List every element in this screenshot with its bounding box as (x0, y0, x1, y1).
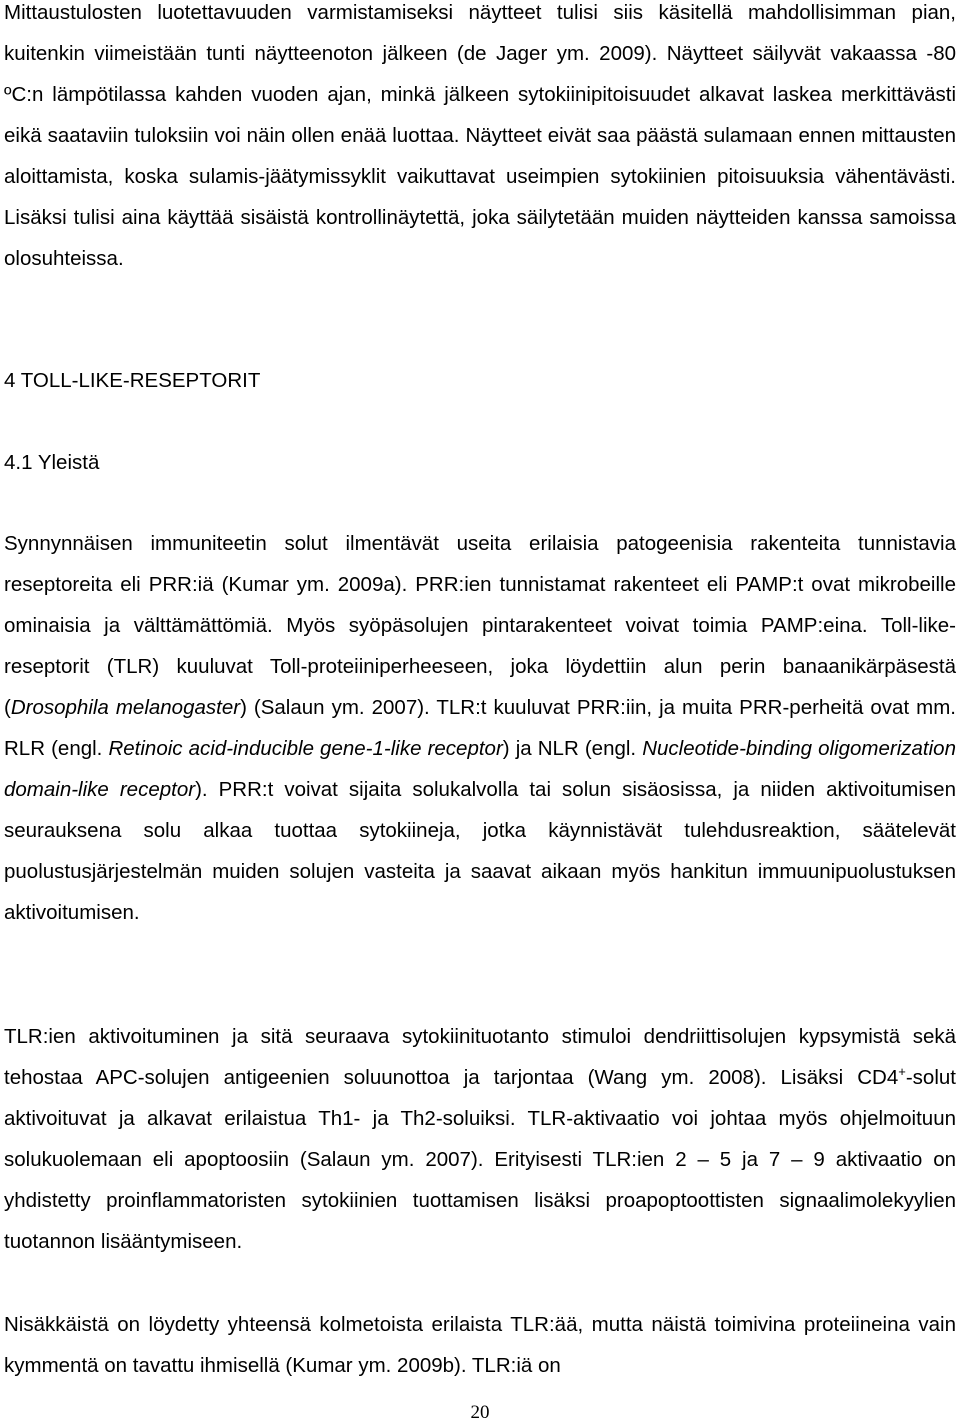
text-run: -solut aktivoituvat ja alkavat erilaistua Th1- ja Th2-soluiksi. TLR-aktivaatio voi johtaa myös ohjelmoituun solukuolemaan eli apoptoosiin (Salaun ym. 2007). Erityisesti TLR:ien 2 – 5 ja 7 – 9 aktivaatio on yhdistetty proinflammatoristen sytokiinien tuottamisen lisäksi proapoptoottisten signaalimolekyylien tuotannon lisääntymiseen. (4, 1066, 956, 1253)
text-run: ) (Salaun ym. 2007). TLR:t kuuluvat PRR:iin, ja muita PRR-perheitä ovat mm. RLR (engl. (4, 696, 957, 760)
superscript-plus: + (898, 1064, 906, 1080)
italic-term-nlr: Nucleotide-binding oligomerization domain-like receptor (4, 737, 956, 801)
paragraph-sample-handling: Mittaustulosten luotettavuuden varmistamiseksi näytteet tulisi siis käsitellä mahdollisimman pian, kuitenkin viimeistään tunti näytteenoton jälkeen (de Jager ym. 2009). Näytteet säilyvät vakaassa -80 ºC:n lämpötilassa kahden vuoden ajan, minkä jälkeen sytokiinipitoisuudet alkavat laskea merkittävästi eikä saataviin tuloksiin voi näin ollen enää luottaa. Näytteet eivät saa päästä sulamaan ennen mittausten aloittamista, koska sulamis-jäätymissyklit vaikuttavat useimpien sytokiinien pitoisuuksia vähentävästi. Lisäksi tulisi aina käyttää sisäistä kontrollinäytettä, joka säilytetään muiden näytteiden kanssa samoissa olosuhteissa. (4, 1, 956, 270)
chapter-heading: 4 TOLL-LIKE-RESEPTORIT (4, 369, 261, 392)
page-number: 20 (470, 1402, 490, 1423)
text-run: ). PRR:t voivat sijaita solukalvolla tai solun sisäosissa, ja niiden aktivoitumisen seurauksena solu alkaa tuottaa sytokiineja, jotka käynnistävät tulehdusreaktion, säätelevät puolustusjärjestelmän muiden solujen vasteita ja saavat aikaan myös hankitun immuunipuolustuksen aktivoitumisen. (4, 778, 956, 924)
paragraph-prr-overview (4, 523, 956, 933)
italic-term-species: Drosophila melanogaster (10, 696, 241, 719)
text-run: Synnynnäisen immuniteetin solut ilmentävät useita erilaisia patogeenisia rakenteita tunnistavia reseptoreita eli PRR:iä (Kumar ym. 2009a). PRR:ien tunnistamat rakenteet eli PAMP:t ovat mikrobeille ominaisia ja välttämättömiä. Myös syöpäsolujen pintarakenteet voivat toimia PAMP:eina. Toll-like-reseptorit (TLR) kuuluvat Toll-proteiiniperheeseen, joka löydettiin alun perin banaanikärpäsestä ( (4, 532, 956, 719)
text-run: ) ja NLR (engl. (502, 737, 643, 760)
paragraph-tlr-activation (4, 1016, 956, 1262)
italic-term-rlr: Retinoic acid-inducible gene-1-like receptor (108, 737, 503, 760)
text-run: TLR:ien aktivoituminen ja sitä seuraava sytokiinituotanto stimuloi dendriittisolujen kypsymistä sekä tehostaa APC-solujen antigeenien soluunottoa ja tarjontaa (Wang ym. 2008). Lisäksi CD4 (4, 1025, 956, 1089)
paragraph-tlr-count: Nisäkkäistä on löydetty yhteensä kolmetoista erilaista TLR:ää, mutta näistä toimivina proteiineina vain kymmentä on tavattu ihmisellä (Kumar ym. 2009b). TLR:iä on (4, 1313, 956, 1377)
section-heading: 4.1 Yleistä (4, 451, 100, 474)
